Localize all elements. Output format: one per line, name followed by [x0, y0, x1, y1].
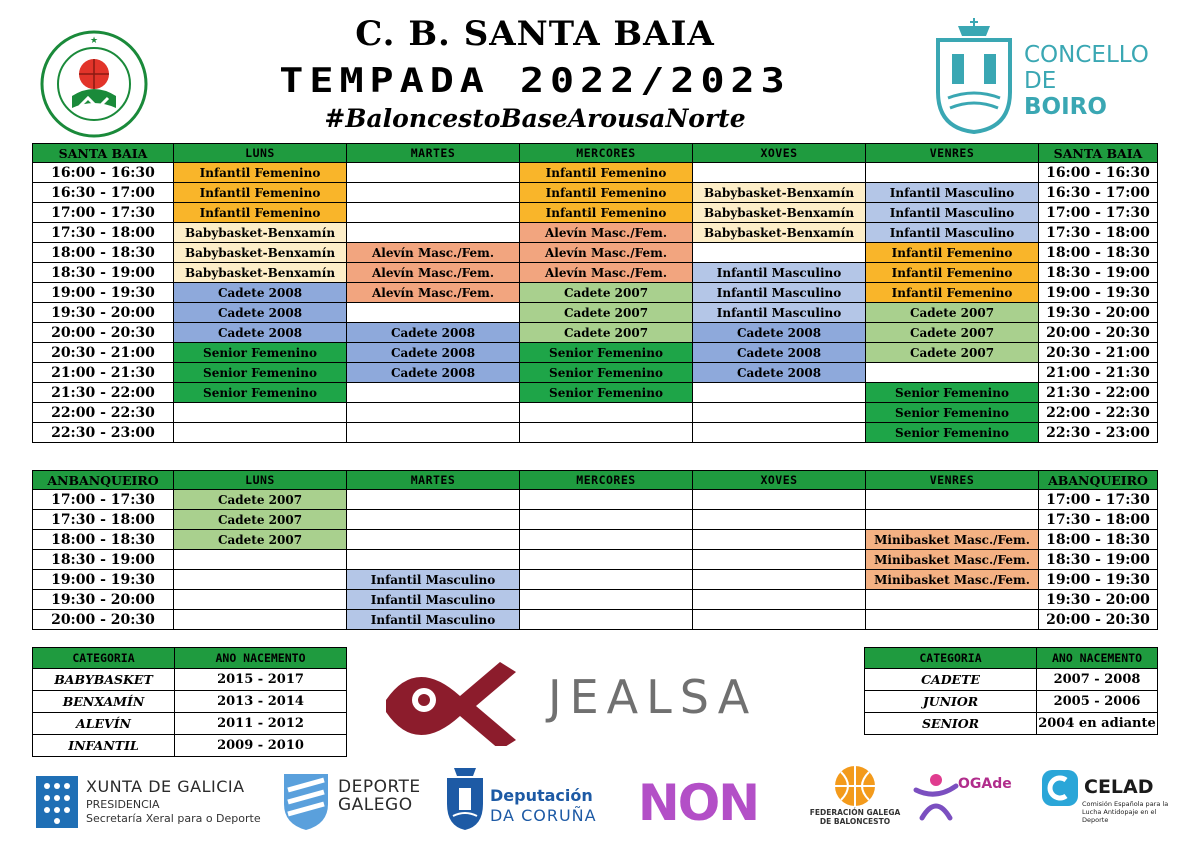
club-title: C. B. SANTA BAIA	[355, 14, 715, 54]
schedule-cell: Cadete 2007	[866, 343, 1039, 363]
schedule-cell	[347, 490, 520, 510]
schedule-cell: Alevín Masc./Fem.	[520, 243, 693, 263]
day-header: XOVES	[693, 471, 866, 490]
schedule-cell: Infantil Masculino	[866, 203, 1039, 223]
non-logo	[618, 762, 780, 834]
category-name: ALEVÍN	[33, 713, 175, 735]
deporte-galego-line1: DEPORTE	[338, 777, 421, 797]
time-slot: 19:30 - 20:00	[1039, 590, 1158, 610]
schedule-row	[33, 183, 1158, 203]
schedule-cell: Alevín Masc./Fem.	[347, 283, 520, 303]
xunta-logo	[36, 762, 266, 834]
concello-line3: BOIRO	[1024, 94, 1107, 120]
club-logo	[38, 28, 150, 140]
deputacion-line1: Deputación	[490, 786, 593, 805]
schedule-cell	[174, 570, 347, 590]
time-slot: 16:30 - 17:00	[33, 183, 174, 203]
svg-text:★: ★	[89, 36, 99, 46]
schedule-cell	[693, 610, 866, 630]
schedule-cell	[174, 423, 347, 443]
schedule-row	[33, 303, 1158, 323]
celad-subtitle: Comisión Española para la Lucha Antidopaje en el Deporte	[1082, 800, 1169, 824]
schedule-cell	[520, 590, 693, 610]
category-header: CATEGORIA	[33, 648, 175, 669]
time-slot: 19:30 - 20:00	[33, 590, 174, 610]
schedule-cell: Infantil Masculino	[693, 263, 866, 283]
schedule-row	[33, 490, 1158, 510]
schedule-cell: Babybasket-Benxamín	[693, 203, 866, 223]
day-header: LUNS	[174, 471, 347, 490]
day-header: VENRES	[866, 144, 1039, 163]
schedule-row	[33, 163, 1158, 183]
xunta-department: Secretaría Xeral para o Deporte	[86, 812, 261, 825]
schedule-cell	[693, 550, 866, 570]
schedule-cell	[520, 490, 693, 510]
time-slot: 21:00 - 21:30	[33, 363, 174, 383]
schedule-cell: Cadete 2007	[174, 530, 347, 550]
celad-logo	[1042, 762, 1172, 834]
time-slot: 19:00 - 19:30	[33, 570, 174, 590]
schedule-row	[33, 363, 1158, 383]
time-slot: 20:00 - 20:30	[33, 323, 174, 343]
schedule-cell: Cadete 2007	[866, 323, 1039, 343]
schedule-cell	[866, 510, 1039, 530]
schedule-cell	[347, 403, 520, 423]
time-slot: 18:00 - 18:30	[33, 530, 174, 550]
schedule-row	[33, 343, 1158, 363]
schedule-cell: Cadete 2008	[693, 343, 866, 363]
schedule-cell	[693, 530, 866, 550]
schedule-cell	[520, 610, 693, 630]
xunta-title: XUNTA DE GALICIA	[86, 777, 245, 796]
time-slot: 17:30 - 18:00	[1039, 223, 1158, 243]
schedule-cell	[347, 423, 520, 443]
schedule-cell: Babybasket-Benxamín	[174, 263, 347, 283]
birth-years: 2004 en adiante	[1037, 713, 1158, 735]
time-slot: 19:30 - 20:00	[1039, 303, 1158, 323]
schedule-cell: Cadete 2007	[866, 303, 1039, 323]
schedule-cell	[520, 550, 693, 570]
deporte-galego-line2: GALEGO	[338, 795, 413, 815]
category-row	[33, 691, 347, 713]
time-slot: 18:00 - 18:30	[33, 243, 174, 263]
time-slot: 21:30 - 22:00	[1039, 383, 1158, 403]
schedule-cell	[693, 510, 866, 530]
schedule-cell	[866, 490, 1039, 510]
schedule-row	[33, 383, 1158, 403]
category-row	[33, 669, 347, 691]
schedule-row	[33, 283, 1158, 303]
time-slot: 22:30 - 23:00	[33, 423, 174, 443]
schedule-cell	[347, 510, 520, 530]
time-slot: 17:00 - 17:30	[33, 490, 174, 510]
category-row	[33, 713, 347, 735]
category-header: CATEGORIA	[865, 648, 1037, 669]
time-slot: 18:00 - 18:30	[1039, 243, 1158, 263]
time-slot: 17:00 - 17:30	[1039, 490, 1158, 510]
concello-line1: CONCELLO	[1024, 42, 1149, 68]
schedule-cell	[866, 610, 1039, 630]
schedule-cell	[693, 383, 866, 403]
day-header: XOVES	[693, 144, 866, 163]
category-name: JUNIOR	[865, 691, 1037, 713]
schedule-cell	[347, 550, 520, 570]
schedule-cell	[520, 510, 693, 530]
day-header: MARTES	[347, 471, 520, 490]
category-name: SENIOR	[865, 713, 1037, 735]
category-name: INFANTIL	[33, 735, 175, 757]
time-slot: 17:30 - 18:00	[33, 223, 174, 243]
schedule-cell: Cadete 2008	[693, 363, 866, 383]
schedule-cell: Senior Femenino	[174, 363, 347, 383]
time-slot: 20:30 - 21:00	[33, 343, 174, 363]
schedule-cell	[174, 590, 347, 610]
schedule-cell: Minibasket Masc./Fem.	[866, 530, 1039, 550]
schedule-cell	[174, 550, 347, 570]
schedule-row	[33, 403, 1158, 423]
santa-baia-schedule	[32, 143, 1158, 443]
day-header: LUNS	[174, 144, 347, 163]
schedule-cell	[174, 403, 347, 423]
birth-years: 2005 - 2006	[1037, 691, 1158, 713]
schedule-cell: Senior Femenino	[174, 343, 347, 363]
schedule-cell: Cadete 2008	[347, 363, 520, 383]
concello-logo	[928, 18, 1168, 136]
schedule-cell: Cadete 2008	[174, 283, 347, 303]
schedule-cell	[693, 490, 866, 510]
schedule-cell: Infantil Masculino	[693, 283, 866, 303]
schedule-cell: Senior Femenino	[520, 363, 693, 383]
time-slot: 18:30 - 19:00	[1039, 263, 1158, 283]
schedule-cell: Infantil Femenino	[520, 183, 693, 203]
schedule-cell: Infantil Femenino	[520, 203, 693, 223]
category-name: BENXAMÍN	[33, 691, 175, 713]
schedule-cell: Cadete 2007	[174, 510, 347, 530]
schedule-row	[33, 323, 1158, 343]
category-name: CADETE	[865, 669, 1037, 691]
time-slot: 16:30 - 17:00	[1039, 183, 1158, 203]
schedule-row	[33, 610, 1158, 630]
schedule-cell	[174, 610, 347, 630]
time-slot: 16:00 - 16:30	[1039, 163, 1158, 183]
birth-years: 2009 - 2010	[175, 735, 347, 757]
category-row	[33, 735, 347, 757]
schedule-cell: Babybasket-Benxamín	[693, 223, 866, 243]
schedule-cell: Infantil Femenino	[520, 163, 693, 183]
schedule-cell: Senior Femenino	[866, 383, 1039, 403]
category-row	[865, 669, 1158, 691]
celad-name: CELAD	[1084, 776, 1154, 798]
venue-header-left: SANTA BAIA	[33, 144, 174, 163]
schedule-cell: Cadete 2007	[174, 490, 347, 510]
schedule-cell	[347, 183, 520, 203]
fgb-line1: FEDERACIÓN GALEGA	[809, 808, 901, 817]
schedule-cell	[693, 590, 866, 610]
birth-years: 2013 - 2014	[175, 691, 347, 713]
time-slot: 20:00 - 20:30	[33, 610, 174, 630]
schedule-row	[33, 570, 1158, 590]
schedule-row	[33, 530, 1158, 550]
schedule-cell: Senior Femenino	[866, 403, 1039, 423]
ogade-text: OGAde	[958, 776, 1012, 792]
schedule-cell: Cadete 2008	[347, 343, 520, 363]
boiro-shield-icon	[928, 18, 1020, 136]
basketball-icon	[833, 764, 877, 808]
schedule-cell	[693, 423, 866, 443]
day-header: MERCORES	[520, 144, 693, 163]
schedule-cell: Infantil Masculino	[347, 570, 520, 590]
schedule-cell: Babybasket-Benxamín	[174, 243, 347, 263]
schedule-cell: Infantil Masculino	[347, 590, 520, 610]
schedule-cell	[347, 163, 520, 183]
non-text: NON	[637, 774, 759, 832]
schedule-cell	[347, 383, 520, 403]
schedule-cell: Cadete 2007	[520, 323, 693, 343]
schedule-cell: Infantil Masculino	[693, 303, 866, 323]
schedule-cell	[520, 570, 693, 590]
time-slot: 18:30 - 19:00	[1039, 550, 1158, 570]
schedule-cell: Alevín Masc./Fem.	[520, 263, 693, 283]
schedule-cell: Minibasket Masc./Fem.	[866, 570, 1039, 590]
schedule-cell	[866, 163, 1039, 183]
categories-table-left	[32, 647, 347, 757]
birth-years: 2011 - 2012	[175, 713, 347, 735]
time-slot: 22:30 - 23:00	[1039, 423, 1158, 443]
deporte-galego-icon	[280, 770, 332, 832]
season-title: TEMPADA 2022/2023	[279, 61, 791, 101]
schedule-cell	[347, 530, 520, 550]
time-slot: 20:00 - 20:30	[1039, 323, 1158, 343]
schedule-cell: Infantil Femenino	[866, 283, 1039, 303]
schedule-cell	[693, 403, 866, 423]
venue-header-right: SANTA BAIA	[1039, 144, 1158, 163]
schedule-row	[33, 510, 1158, 530]
schedule-cell: Infantil Masculino	[866, 223, 1039, 243]
time-slot: 19:00 - 19:30	[1039, 570, 1158, 590]
schedule-cell: Infantil Femenino	[174, 163, 347, 183]
day-header: MERCORES	[520, 471, 693, 490]
schedule-cell: Minibasket Masc./Fem.	[866, 550, 1039, 570]
schedule-cell: Infantil Femenino	[174, 183, 347, 203]
fish-icon	[380, 656, 530, 746]
day-header: VENRES	[866, 471, 1039, 490]
birth-years: 2015 - 2017	[175, 669, 347, 691]
jealsa-logo	[380, 656, 840, 746]
schedule-cell	[693, 163, 866, 183]
time-slot: 20:30 - 21:00	[1039, 343, 1158, 363]
abanqueiro-schedule	[32, 470, 1158, 630]
day-header: MARTES	[347, 144, 520, 163]
time-slot: 18:00 - 18:30	[1039, 530, 1158, 550]
deputacion-logo	[444, 762, 604, 834]
schedule-row	[33, 263, 1158, 283]
schedule-header-row	[33, 471, 1158, 490]
hashtag: #BaloncestoBaseArousaNorte	[324, 104, 746, 133]
schedule-cell: Senior Femenino	[174, 383, 347, 403]
ogade-figure-icon	[912, 772, 960, 824]
ogade-logo	[912, 762, 1032, 834]
schedule-row	[33, 203, 1158, 223]
schedule-cell: Cadete 2008	[347, 323, 520, 343]
time-slot: 22:00 - 22:30	[33, 403, 174, 423]
time-slot: 19:00 - 19:30	[33, 283, 174, 303]
schedule-cell: Senior Femenino	[520, 343, 693, 363]
schedule-cell: Alevín Masc./Fem.	[347, 243, 520, 263]
concello-line2: DE	[1024, 68, 1057, 94]
time-slot: 21:30 - 22:00	[33, 383, 174, 403]
schedule-cell: Cadete 2007	[520, 303, 693, 323]
deporte-galego-logo	[280, 762, 430, 834]
deputacion-shield-icon	[444, 766, 486, 832]
schedule-cell: Infantil Masculino	[866, 183, 1039, 203]
schedule-row	[33, 223, 1158, 243]
schedule-cell	[693, 243, 866, 263]
schedule-row	[33, 423, 1158, 443]
time-slot: 19:30 - 20:00	[33, 303, 174, 323]
schedule-cell	[693, 570, 866, 590]
schedule-cell: Babybasket-Benxamín	[693, 183, 866, 203]
schedule-header-row	[33, 144, 1158, 163]
schedule-cell	[520, 530, 693, 550]
venue-header-right: ABANQUEIRO	[1039, 471, 1158, 490]
time-slot: 17:00 - 17:30	[33, 203, 174, 223]
time-slot: 18:30 - 19:00	[33, 263, 174, 283]
schedule-cell: Infantil Masculino	[347, 610, 520, 630]
time-slot: 19:00 - 19:30	[1039, 283, 1158, 303]
schedule-cell: Senior Femenino	[866, 423, 1039, 443]
schedule-cell: Infantil Femenino	[866, 243, 1039, 263]
schedule-cell: Infantil Femenino	[174, 203, 347, 223]
schedule-cell	[347, 203, 520, 223]
schedule-cell: Infantil Femenino	[866, 263, 1039, 283]
schedule-cell: Alevín Masc./Fem.	[347, 263, 520, 283]
time-slot: 17:30 - 18:00	[33, 510, 174, 530]
schedule-cell	[347, 303, 520, 323]
xunta-shield-icon	[36, 776, 78, 828]
schedule-cell	[866, 590, 1039, 610]
time-slot: 16:00 - 16:30	[33, 163, 174, 183]
time-slot: 17:30 - 18:00	[1039, 510, 1158, 530]
fgb-logo	[800, 762, 910, 834]
schedule-row	[33, 550, 1158, 570]
schedule-cell: Senior Femenino	[520, 383, 693, 403]
schedule-cell: Cadete 2008	[693, 323, 866, 343]
celad-icon	[1042, 770, 1078, 806]
schedule-cell	[520, 423, 693, 443]
time-slot: 21:00 - 21:30	[1039, 363, 1158, 383]
time-slot: 18:30 - 19:00	[33, 550, 174, 570]
xunta-subtitle: PRESIDENCIA	[86, 798, 160, 811]
schedule-cell: Cadete 2008	[174, 323, 347, 343]
time-slot: 20:00 - 20:30	[1039, 610, 1158, 630]
schedule-cell	[347, 223, 520, 243]
schedule-cell: Cadete 2007	[520, 283, 693, 303]
schedule-cell	[866, 363, 1039, 383]
schedule-row	[33, 243, 1158, 263]
category-row	[865, 691, 1158, 713]
categories-table-right	[864, 647, 1158, 735]
schedule-cell: Cadete 2008	[174, 303, 347, 323]
time-slot: 17:00 - 17:30	[1039, 203, 1158, 223]
schedule-cell: Alevín Masc./Fem.	[520, 223, 693, 243]
time-slot: 22:00 - 22:30	[1039, 403, 1158, 423]
birth-years: 2007 - 2008	[1037, 669, 1158, 691]
category-header: ANO NACEMENTO	[175, 648, 347, 669]
schedule-cell	[520, 403, 693, 423]
fgb-line2: DE BALONCESTO	[819, 817, 891, 826]
schedule-cell: Babybasket-Benxamín	[174, 223, 347, 243]
jealsa-text: JEALSA	[548, 670, 758, 724]
category-name: BABYBASKET	[33, 669, 175, 691]
schedule-row	[33, 590, 1158, 610]
category-header: ANO NACEMENTO	[1037, 648, 1158, 669]
deputacion-line2: DA CORUÑA	[490, 806, 597, 825]
category-row	[865, 713, 1158, 735]
venue-header-left: ANBANQUEIRO	[33, 471, 174, 490]
